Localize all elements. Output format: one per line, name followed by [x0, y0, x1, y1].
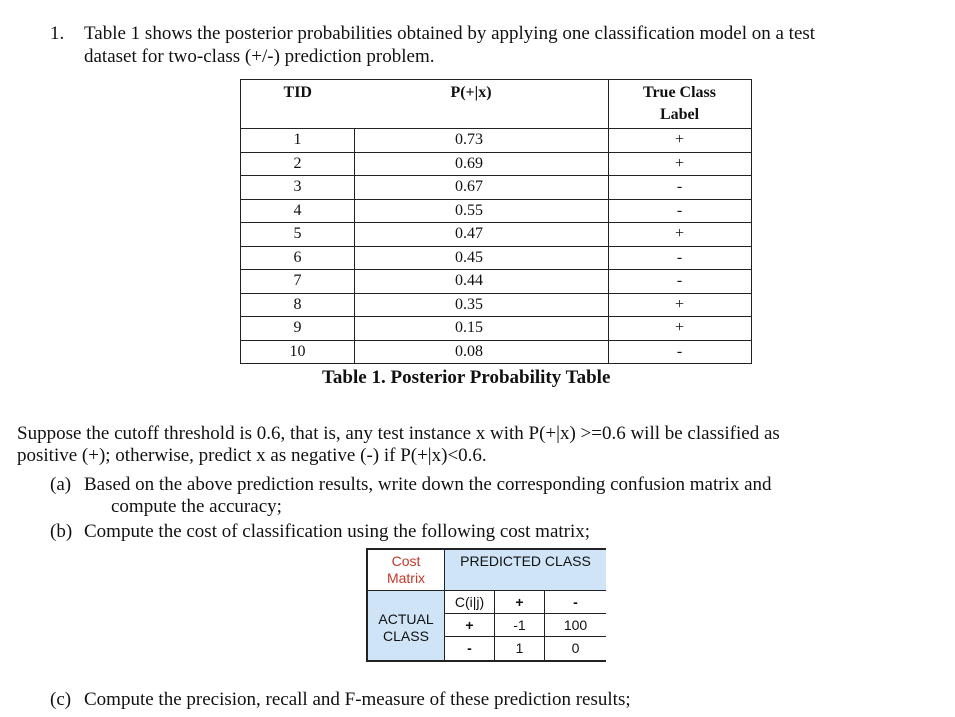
row-minus-header: -	[444, 636, 494, 660]
cell-prob: 0.45	[355, 246, 609, 270]
item-c-marker: (c)	[50, 689, 72, 710]
cell-label: -	[608, 246, 751, 270]
cell-tid: 4	[241, 199, 355, 223]
question-text-line2: dataset for two-class (+/-) prediction problem.	[84, 46, 435, 67]
cell-tid: 8	[241, 293, 355, 317]
cell-prob: 0.15	[355, 317, 609, 341]
cell-label: -	[608, 199, 751, 223]
header-true-class-label	[608, 80, 751, 129]
header-prob: P(+|x)	[355, 80, 609, 129]
cell-label: +	[608, 293, 751, 317]
col-minus-header: -	[544, 590, 606, 613]
cell-tid: 9	[241, 317, 355, 341]
cell-tid: 3	[241, 176, 355, 200]
actual-class-header	[368, 590, 444, 660]
cell-prob: 0.55	[355, 199, 609, 223]
cell-prob: 0.73	[355, 129, 609, 153]
table-row	[241, 199, 752, 223]
cost-cell-mp: 1	[494, 636, 544, 660]
item-c-line1: Compute the precision, recall and F-measure of these prediction results;	[84, 689, 631, 710]
cell-prob: 0.08	[355, 340, 609, 364]
posterior-probability-table	[240, 79, 752, 364]
cell-label: +	[608, 317, 751, 341]
table-row	[241, 129, 752, 153]
cell-tid: 6	[241, 246, 355, 270]
actual-line2: CLASS	[383, 628, 429, 644]
cell-prob: 0.69	[355, 152, 609, 176]
question-number: 1.	[50, 23, 65, 44]
table-row	[241, 340, 752, 364]
cost-cell-pm: 100	[544, 613, 606, 636]
cell-tid: 1	[241, 129, 355, 153]
cell-label: +	[608, 129, 751, 153]
cell-label: -	[608, 270, 751, 294]
cell-prob: 0.47	[355, 223, 609, 247]
cell-prob: 0.44	[355, 270, 609, 294]
header-label-line1: True Class	[642, 84, 717, 101]
table-header-row	[241, 80, 752, 129]
table-row	[241, 317, 752, 341]
predicted-class-header: PREDICTED CLASS	[444, 550, 606, 590]
row-plus-header: +	[444, 613, 494, 636]
cell-label: -	[608, 340, 751, 364]
header-label-line2: Label	[659, 106, 700, 123]
question-text-line1: Table 1 shows the posterior probabilities obtained by applying one classification model on a test	[84, 23, 816, 44]
cell-prob: 0.67	[355, 176, 609, 200]
header-tid: TID	[241, 80, 355, 129]
cell-label: +	[608, 223, 751, 247]
cij-header: C(i|j)	[444, 590, 494, 613]
item-b-marker: (b)	[50, 521, 73, 542]
table-row	[241, 246, 752, 270]
item-a-marker: (a)	[50, 474, 72, 495]
cost-matrix	[366, 548, 606, 662]
cell-tid: 5	[241, 223, 355, 247]
cost-title-line1: Cost	[391, 553, 421, 569]
table-row	[241, 293, 752, 317]
cost-cell-mm: 0	[544, 636, 606, 660]
table-row	[241, 152, 752, 176]
item-a-line2: compute the accuracy;	[111, 496, 282, 517]
cost-title-line2: Matrix	[386, 570, 426, 586]
cost-cell-pp: -1	[494, 613, 544, 636]
cell-tid: 7	[241, 270, 355, 294]
cell-label: -	[608, 176, 751, 200]
table-row	[241, 176, 752, 200]
actual-line1: ACTUAL	[378, 611, 434, 627]
cell-tid: 2	[241, 152, 355, 176]
item-b-line1: Compute the cost of classification using the following cost matrix;	[84, 521, 591, 542]
col-plus-header: +	[494, 590, 544, 613]
table-row	[241, 270, 752, 294]
table-caption: Table 1. Posterior Probability Table	[322, 367, 611, 388]
item-a-line1: Based on the above prediction results, write down the corresponding confusion matrix and	[84, 474, 772, 495]
cell-prob: 0.35	[355, 293, 609, 317]
cost-matrix-title	[368, 550, 444, 590]
paragraph-line2: positive (+); otherwise, predict x as negative (-) if P(+|x)<0.6.	[17, 445, 487, 466]
cell-tid: 10	[241, 340, 355, 364]
table-row	[241, 223, 752, 247]
paragraph-line1: Suppose the cutoff threshold is 0.6, that is, any test instance x with P(+|x) >=0.6 will be classified as	[17, 423, 780, 444]
cell-label: +	[608, 152, 751, 176]
